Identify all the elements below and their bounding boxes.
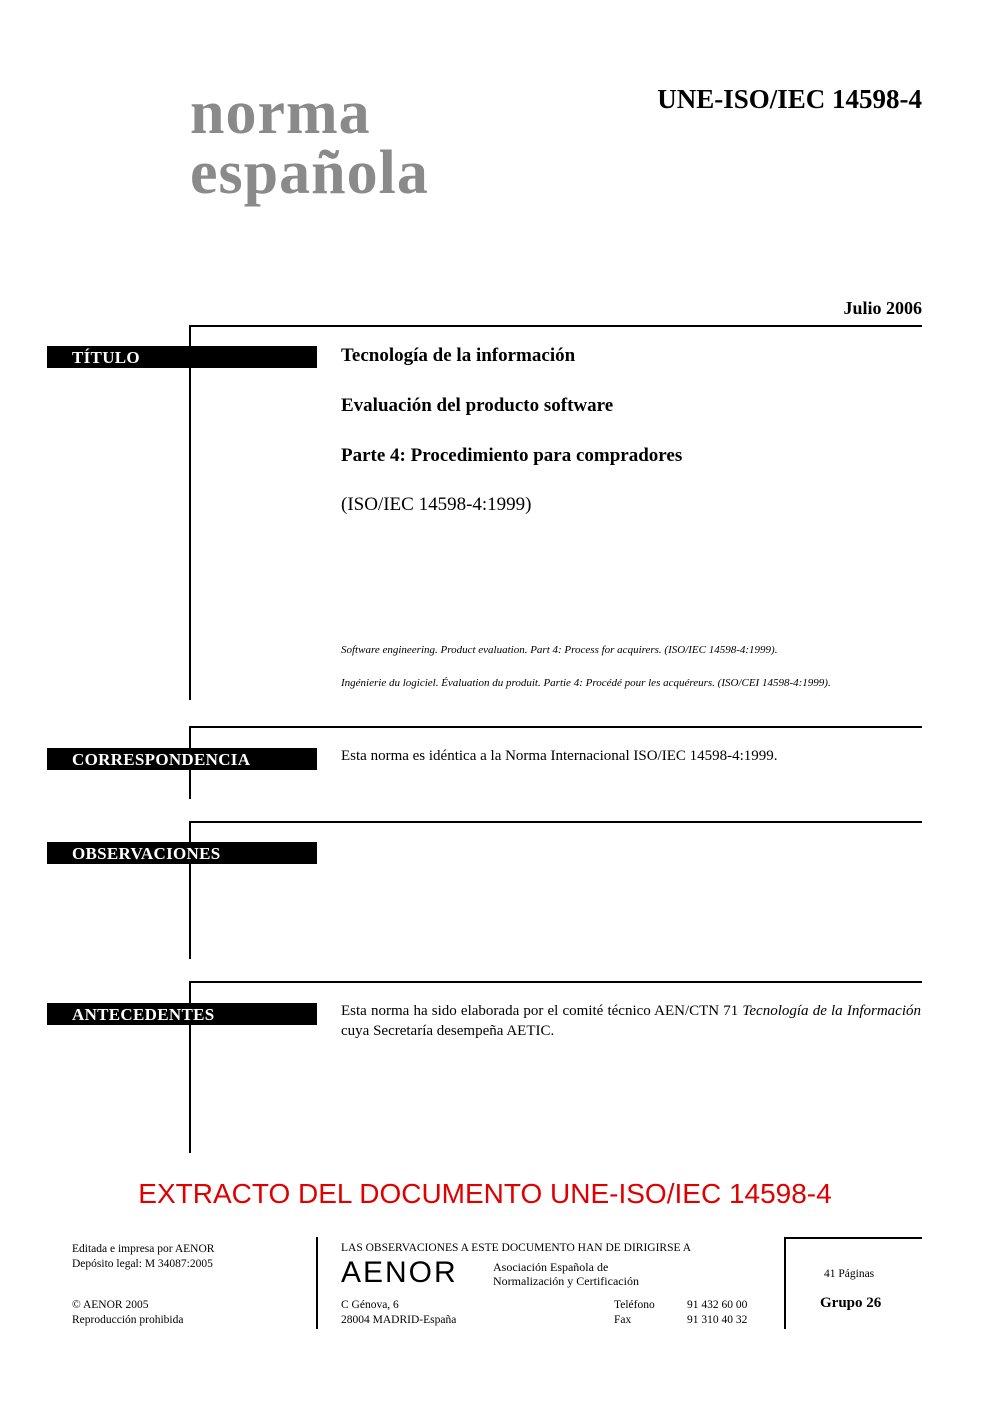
titulo-top-rule <box>189 325 922 327</box>
norma-word: norma <box>190 79 371 147</box>
titulo-label: TÍTULO <box>47 346 317 368</box>
fax-label: Fax <box>614 1314 632 1326</box>
committee-name: Tecnología de la Información <box>742 1003 921 1019</box>
antecedentes-label: ANTECEDENTES <box>47 1003 317 1025</box>
title-line-1: Tecnología de la información <box>341 345 576 366</box>
extract-banner: EXTRACTO DEL DOCUMENTO UNE-ISO/IEC 14598-4 <box>138 1178 832 1209</box>
phone-number: 91 432 60 00 <box>687 1299 748 1311</box>
address-city: 28004 MADRID-España <box>341 1314 457 1326</box>
copyright: © AENOR 2005 <box>72 1299 149 1311</box>
aenor-name-line-1: Asociación Española de <box>493 1260 609 1274</box>
iso-reference: (ISO/IEC 14598-4:1999) <box>341 494 532 515</box>
footer-divider-left <box>316 1237 318 1329</box>
antecedentes-text-start: Esta norma ha sido elaborada por el comité técnico AEN/CTN 71 <box>341 1003 743 1019</box>
correspondencia-top-rule <box>189 726 922 728</box>
correspondencia-text: Esta norma es idéntica a la Norma Internacional ISO/IEC 14598-4:1999. <box>341 748 778 764</box>
publication-date: Julio 2006 <box>843 298 922 318</box>
antecedentes-top-rule <box>189 981 922 983</box>
footer-box-top-rule <box>784 1237 922 1239</box>
title-line-2: Evaluación del producto software <box>341 395 614 416</box>
correspondencia-label: CORRESPONDENCIA <box>47 748 317 770</box>
page-count: 41 Páginas <box>824 1268 875 1280</box>
aenor-name-line-2: Normalización y Certificación <box>493 1274 639 1288</box>
phone-label: Teléfono <box>614 1299 655 1311</box>
espanola-word: española <box>190 139 429 207</box>
address-street: C Génova, 6 <box>341 1299 399 1311</box>
observations-note: LAS OBSERVACIONES A ESTE DOCUMENTO HAN DE DIRIGIRSE A <box>341 1242 692 1254</box>
aenor-full-name <box>493 1260 639 1288</box>
title-line-3: Parte 4: Procedimiento para compradores <box>341 445 683 466</box>
fax-number: 91 310 40 32 <box>687 1314 748 1326</box>
aenor-logo: AENOR <box>341 1256 458 1289</box>
standard-code: UNE-ISO/IEC 14598-4 <box>657 84 922 114</box>
edited-by: Editada e impresa por AENOR <box>72 1243 215 1255</box>
reproduction-notice: Reproducción prohibida <box>72 1314 184 1326</box>
titulo-side-rule <box>189 325 191 700</box>
antecedentes-text <box>341 1001 921 1041</box>
footer-divider-right <box>784 1237 786 1329</box>
french-title: Ingénierie du logiciel. Évaluation du produit. Partie 4: Procédé pour les acquéreurs. (ISO/CEI 14598-4:1999). <box>341 677 831 689</box>
antecedentes-text-end: cuya Secretaría desempeña AETIC. <box>341 1023 555 1039</box>
observaciones-label: OBSERVACIONES <box>47 842 317 864</box>
legal-deposit: Depósito legal: M 34087:2005 <box>72 1258 213 1270</box>
price-group: Grupo 26 <box>820 1295 882 1311</box>
english-title: Software engineering. Product evaluation. Part 4: Process for acquirers. (ISO/IEC 14598-4:1999). <box>341 644 778 656</box>
observaciones-top-rule <box>189 821 922 823</box>
